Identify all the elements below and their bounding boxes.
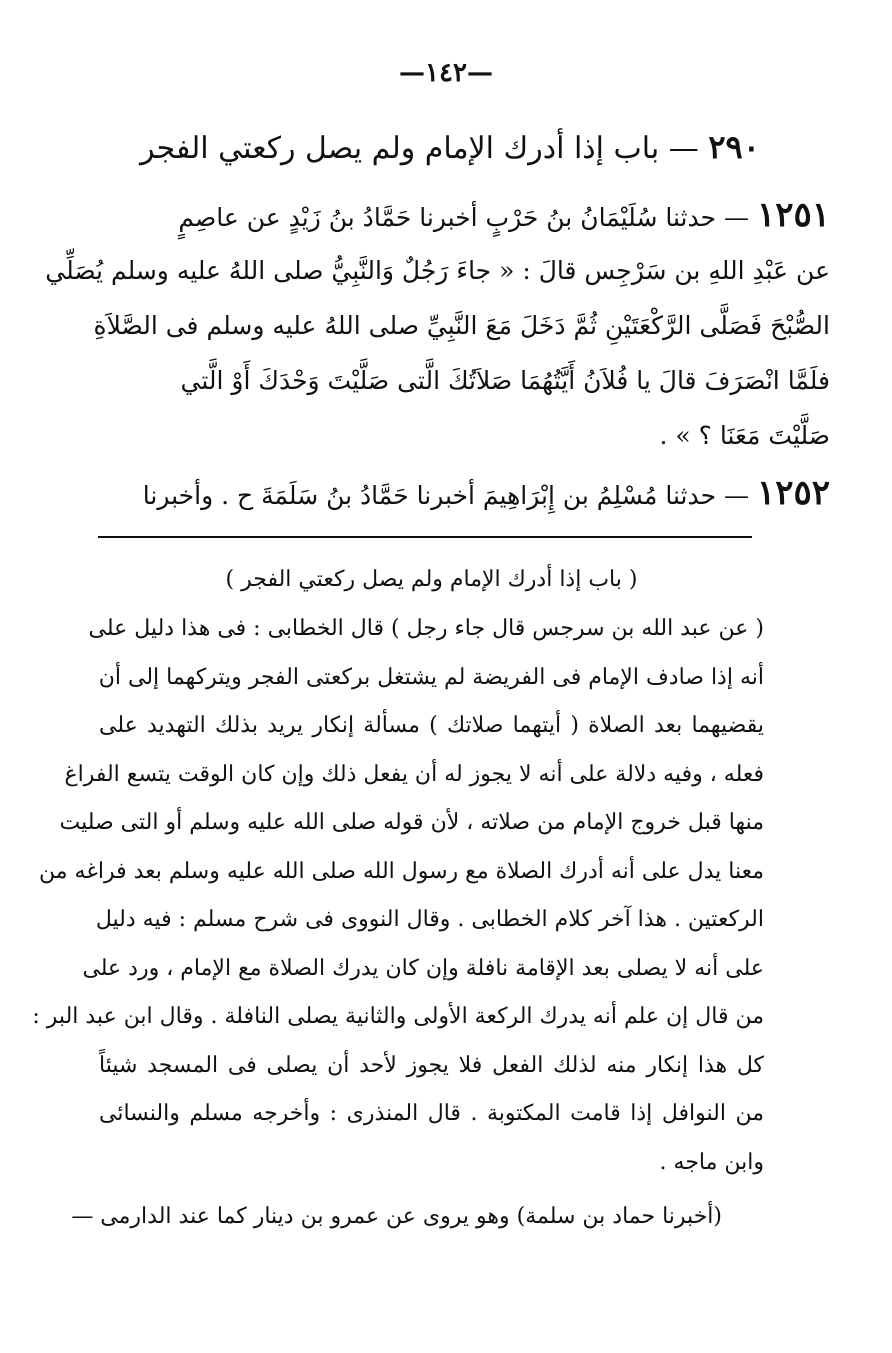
commentary-line: معنا يدل على أنه أدرك الصلاة مع رسول الله صلى الله عليه وسلم بعد فراغه من bbox=[39, 858, 764, 884]
commentary-line: من النوافل إذا قامت المكتوبة . قال المنذرى : وأخرجه مسلم والنسائى bbox=[99, 1101, 764, 1126]
commentary-tail: (أخبرنا حماد بن سلمة) وهو يروى عن عمرو بن دينار كما عند الدارمى — bbox=[71, 1204, 722, 1229]
hadith-1251-line-3: الصُّبْحَ فَصَلَّى الرَّكْعَتَيْنِ ثُمَّ دَخَلَ مَعَ النَّبِيِّ صلى اللهُ عليه وسلم فى الصَّلاَةِ bbox=[93, 311, 830, 340]
commentary-line: الركعتين . هذا آخر كلام الخطابى . وقال النووى فى شرح مسلم : فيه دليل bbox=[95, 907, 764, 932]
footnote-divider bbox=[98, 536, 752, 538]
hadith-1251-number: ١٢٥١ bbox=[756, 195, 830, 235]
hadith-1251 bbox=[45, 188, 830, 463]
chapter-heading bbox=[120, 128, 780, 166]
hadith-1251-line-2: عن عَبْدِ اللهِ بن سَرْجِس قالَ : « جاءَ رَجُلٌ وَالنَّبِيُّ صلى اللهُ عليه وسلم يُصَلِّي bbox=[45, 256, 830, 285]
commentary-line: أنه إذا صادف الإمام فى الفريضة لم يشتغل بركعتى الفجر ويتركهما إلى أن bbox=[98, 664, 764, 690]
page-number: —١٤٢— bbox=[399, 58, 493, 88]
commentary-title: ( باب إذا أدرك الإمام ولم يصل ركعتي الفجر ) bbox=[225, 567, 638, 592]
commentary-line: على أنه لا يصلى بعد الإقامة نافلة وإن كان يدرك الصلاة مع الإمام ، ورد على bbox=[82, 955, 764, 981]
chapter-number: ٢٩٠ bbox=[708, 128, 760, 166]
commentary-line: كل هذا إنكار منه لذلك الفعل فلا يجوز لأحد أن يصلى فى المسجد شيئاً bbox=[99, 1052, 764, 1078]
commentary-line: منها قبل خروج الإمام من صلاته ، لأن قوله صلى الله عليه وسلم أو التى صليت bbox=[59, 810, 764, 835]
commentary-block bbox=[32, 555, 764, 1187]
commentary-line: من قال إن علم أنه يدرك الركعة الأولى والثانية يصلى النافلة . وقال ابن عبد البر : bbox=[32, 1004, 764, 1029]
commentary-line: ( عن عبد الله بن سرجس قال جاء رجل ) قال الخطابى : فى هذا دليل على bbox=[88, 616, 764, 641]
hadith-1252-line-1 bbox=[110, 466, 830, 521]
hadith-1251-text-1: — حدثنا سُلَيْمَانُ بنُ حَرْبٍ أخبرنا حَمَّادُ بنُ زَيْدٍ عن عاصِمٍ bbox=[178, 203, 749, 232]
commentary-line: يقضيهما بعد الصلاة ( أيتهما صلاتك ) مسألة إنكار يريد بذلك التهديد على bbox=[99, 713, 764, 738]
chapter-title-text: — باب إذا أدرك الإمام ولم يصل ركعتي الفجر bbox=[140, 131, 699, 166]
commentary-line: فعله ، وفيه دلالة على أنه لا يجوز له أن يفعل ذلك وإن كان الوقت يتسع الفراغ bbox=[64, 761, 764, 787]
hadith-1251-line-5: صَلَّيْتَ مَعَنَا ؟ » . bbox=[659, 421, 830, 450]
hadith-1251-line-1 bbox=[110, 188, 830, 243]
hadith-1252 bbox=[110, 466, 830, 521]
commentary-line: وابن ماجه . bbox=[659, 1149, 764, 1175]
hadith-1252-number: ١٢٥٢ bbox=[756, 473, 830, 513]
hadith-1251-line-4: فلَمَّا انْصَرَفَ قالَ يا فُلاَنُ أَيَّتُهُمَا صَلاَتُكَ الَّتى صَلَّيْتَ وَحْدَكَ أَوْ الَّتي bbox=[180, 366, 830, 395]
hadith-1252-text: — حدثنا مُسْلِمُ بن إِبْرَاهِيمَ أخبرنا حَمَّادُ بنُ سَلَمَةَ ح . وأخبرنا bbox=[142, 481, 749, 510]
